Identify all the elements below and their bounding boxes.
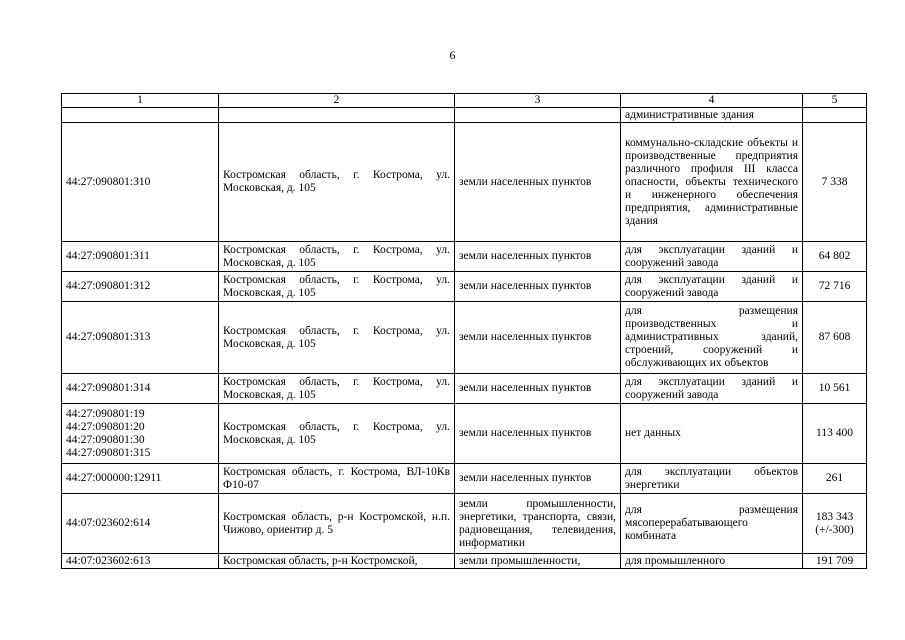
area-cell: 113 400	[803, 404, 867, 464]
column-header: 3	[455, 94, 621, 108]
address-cell: Костромская область, р-н Костромской, н.п. Чижово, ориентир д. 5	[219, 494, 455, 554]
cadastral-number-cell: 44:07:023602:614	[62, 494, 219, 554]
column-header: 1	[62, 94, 219, 108]
land-category-cell: земли населенных пунктов	[455, 302, 621, 374]
permitted-use-cell: для эксплуатации зданий и сооружений завода	[621, 272, 803, 302]
land-category-cell: земли населенных пунктов	[455, 404, 621, 464]
address-cell: Костромская область, г. Кострома, ул. Московская, д. 105	[219, 123, 455, 242]
address-cell: Костромская область, г. Кострома, ул. Московская, д. 105	[219, 302, 455, 374]
permitted-use-cell: для размещения производственных и административных зданий, строений, сооружений и обслуживающих их объектов	[621, 302, 803, 374]
table-row	[62, 123, 867, 242]
land-category-cell	[455, 108, 621, 123]
land-plots-table	[61, 93, 867, 569]
permitted-use-cell: административные здания	[621, 108, 803, 123]
permitted-use-cell: для эксплуатации объектов энергетики	[621, 464, 803, 494]
land-category-cell: земли промышленности,	[455, 554, 621, 569]
address-cell	[219, 108, 455, 123]
address-cell: Костромская область, р-н Костромской,	[219, 554, 455, 569]
area-cell: 191 709	[803, 554, 867, 569]
column-header: 5	[803, 94, 867, 108]
area-cell: 10 561	[803, 374, 867, 404]
column-header: 4	[621, 94, 803, 108]
cadastral-number-cell: 44:27:090801:313	[62, 302, 219, 374]
area-cell: 72 716	[803, 272, 867, 302]
land-category-cell: земли промышленности, энергетики, транспорта, связи, радиовещания, телевидения, информатики	[455, 494, 621, 554]
table-row	[62, 554, 867, 569]
table-row	[62, 374, 867, 404]
address-cell: Костромская область, г. Кострома, ул. Московская, д. 105	[219, 272, 455, 302]
page-number: 6	[449, 48, 456, 62]
table-row	[62, 404, 867, 464]
address-cell: Костромская область, г. Кострома, ул. Московская, д. 105	[219, 404, 455, 464]
cadastral-number-cell: 44:27:090801:314	[62, 374, 219, 404]
permitted-use-cell: для промышленного	[621, 554, 803, 569]
table-row	[62, 494, 867, 554]
area-cell	[803, 108, 867, 123]
land-category-cell: земли населенных пунктов	[455, 123, 621, 242]
column-header: 2	[219, 94, 455, 108]
cadastral-number-cell: 44:27:090801:311	[62, 242, 219, 272]
table-row	[62, 272, 867, 302]
cadastral-number-cell: 44:27:090801:312	[62, 272, 219, 302]
address-cell: Костромская область, г. Кострома, ВЛ-10Кв Ф10-07	[219, 464, 455, 494]
table-row	[62, 108, 867, 123]
cadastral-number-cell: 44:27:090801:19 44:27:090801:20 44:27:090801:30 44:27:090801:315	[62, 404, 219, 464]
cadastral-number-cell: 44:07:023602:613	[62, 554, 219, 569]
permitted-use-cell: для эксплуатации зданий и сооружений завода	[621, 242, 803, 272]
table-row	[62, 302, 867, 374]
permitted-use-cell: для эксплуатации зданий и сооружений завода	[621, 374, 803, 404]
table-row	[62, 242, 867, 272]
cadastral-number-cell	[62, 108, 219, 123]
permitted-use-cell: нет данных	[621, 404, 803, 464]
area-cell: 87 608	[803, 302, 867, 374]
area-cell: 64 802	[803, 242, 867, 272]
area-cell: 7 338	[803, 123, 867, 242]
land-category-cell: земли населенных пунктов	[455, 272, 621, 302]
land-category-cell: земли населенных пунктов	[455, 374, 621, 404]
cadastral-number-cell: 44:27:090801:310	[62, 123, 219, 242]
table-header-row	[62, 94, 867, 108]
area-cell: 183 343 (+/-300)	[803, 494, 867, 554]
address-cell: Костромская область, г. Кострома, ул. Московская, д. 105	[219, 374, 455, 404]
cadastral-number-cell: 44:27:000000:12911	[62, 464, 219, 494]
land-category-cell: земли населенных пунктов	[455, 464, 621, 494]
address-cell: Костромская область, г. Кострома, ул. Московская, д. 105	[219, 242, 455, 272]
permitted-use-cell: коммунально-складские объекты и производственные предприятия различного профиля III класса опасности, объекты технического и инженерного обеспечения предприятия, административные здания	[621, 123, 803, 242]
land-category-cell: земли населенных пунктов	[455, 242, 621, 272]
permitted-use-cell: для размещения мясоперерабатывающего комбината	[621, 494, 803, 554]
area-cell: 261	[803, 464, 867, 494]
table-row	[62, 464, 867, 494]
